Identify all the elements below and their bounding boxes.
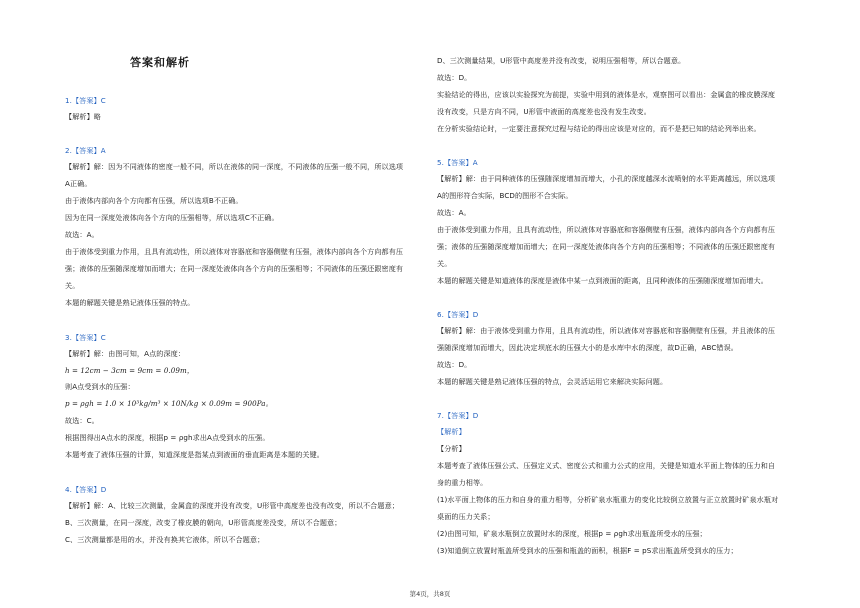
q2-line: 因为在同一深度处液体向各个方向的压强相等，所以选项C不正确。 <box>65 213 279 222</box>
q2-line: 由于液体受到重力作用，且具有流动性，所以液体对容器底和容器侧壁有压强，液体内部向各个方向都有压 <box>65 247 404 256</box>
q3-formula: h = 12cm − 3cm = 9cm = 0.09m， <box>65 366 195 375</box>
q2-line: 【解析】解：因为不同液体的密度一般不同，所以在液体的同一深度，不同液体的压强一般不同，所以选项 <box>65 162 404 171</box>
q3-line: 本题考查了液体压强的计算，知道深度是指某点到液面的垂直距离是本题的关键。 <box>65 450 324 459</box>
q4-line: 【解析】解：A、比较三次测量，金属盒的深度并没有改变，U形管中高度差也没有改变，所以不合题意； <box>65 501 399 510</box>
q2-line: 强；液体的压强随深度增加而增大；在同一深度处液体向各个方向的压强相等；不同液体的压强还跟密度有 <box>65 264 404 273</box>
q5-line: 关。 <box>437 259 452 268</box>
q5-line: A的图形符合实际，BCD的图形不合实际。 <box>437 191 573 200</box>
q7-line: 身的重力相等。 <box>437 478 488 487</box>
q5-line: 【解析】解：由于同种液体的压强随深度增加而增大，小孔的深度越深水流喷射的水平距离越远，所以选项 <box>437 174 776 183</box>
q6-line: 故选：D。 <box>437 360 472 369</box>
q3-formula: p = ρgh = 1.0 × 10³kg/m³ × 10N/kg × 0.09m = 900Pa。 <box>65 399 273 408</box>
q4-cont-line: D、三次测量结果，U形管中高度差并没有改变，说明压强相等，所以合题意。 <box>437 56 686 65</box>
q7-line: (1)水平面上物体的压力和自身的重力相等，分析矿泉水瓶重力的变化比较倒立放置与正立放置时矿泉水瓶对 <box>437 495 779 504</box>
q2-line: 关。 <box>65 281 80 290</box>
q7-line: 本题考查了液体压强公式、压强定义式、密度公式和重力公式的应用，关键是知道水平面上物体的压力和自 <box>437 461 776 470</box>
q7-line: 桌面的压力关系； <box>437 512 495 521</box>
q5-line: 强；液体的压强随深度增加而增大；在同一深度处液体向各个方向的压强相等；不同液体的压强还跟密度有 <box>437 242 776 251</box>
q3-line: 故选：C。 <box>65 416 99 425</box>
q1-analysis: 【解析】略 <box>65 112 101 121</box>
q5-answer: 5.【答案】A <box>437 158 478 167</box>
q7-line: 【解析】 <box>437 427 466 436</box>
q6-line: 本题的解题关键是熟记液体压强的特点，会灵活运用它来解决实际问题。 <box>437 377 668 386</box>
q2-line: 由于液体内部向各个方向都有压强，所以选项B不正确。 <box>65 196 243 205</box>
q6-answer: 6.【答案】D <box>437 310 479 319</box>
q2-answer: 2.【答案】A <box>65 146 106 155</box>
q3-line: 根据图得出A点水的深度，根据p = ρgh求出A点受到水的压强。 <box>65 433 270 442</box>
q4-cont-line: 实验结论的得出，应该以实验探究为前提，实验中用到的液体是水，观察图可以看出：金属盒的橡皮膜深度 <box>437 90 776 99</box>
q2-line: A正确。 <box>65 179 92 188</box>
q7-line: 【分析】 <box>437 444 466 453</box>
q5-line: 由于液体受到重力作用，且具有流动性，所以液体对容器底和容器侧壁有压强，液体内部向各个方向都有压 <box>437 225 776 234</box>
q5-line: 故选：A。 <box>437 208 471 217</box>
q3-line: 则A点受到水的压强： <box>65 382 135 391</box>
q4-answer: 4.【答案】D <box>65 485 107 494</box>
q4-cont-line: 故选：D。 <box>437 73 472 82</box>
q7-line: (2)由图可知，矿泉水瓶倒立放置时水的深度，根据p = ρgh求出瓶盖所受水的压强； <box>437 529 707 538</box>
q4-cont-line: 在分析实验结论时，一定要注意探究过程与结论的得出应该是对应的，而不是把已知的结论列举出来。 <box>437 124 761 133</box>
page-title: 答案和解析 <box>130 56 190 69</box>
q4-cont-line: 没有改变，只是方向不同，U形管中液面的高度差也没有发生改变。 <box>437 107 651 116</box>
q2-line: 故选：A。 <box>65 230 99 239</box>
q1-answer: 1.【答案】C <box>65 96 106 105</box>
q6-line: 强随深度增加而增大，因此决定坝底水的压强大小的是水库中水的深度，故D正确，ABC错误。 <box>437 343 738 352</box>
q7-line: (3)知道倒立放置时瓶盖所受到水的压强和瓶盖的面积，根据F = pS求出瓶盖所受到水的压力； <box>437 546 738 555</box>
q4-line: B、三次测量，在同一深度，改变了橡皮膜的朝向，U形管高度差没变，所以不合题意； <box>65 518 342 527</box>
q4-line: C、三次测量都是用的水，并没有换其它液体，所以不合题意； <box>65 535 265 544</box>
q7-answer: 7.【答案】D <box>437 411 479 420</box>
q3-answer: 3.【答案】C <box>65 333 106 342</box>
q2-line: 本题的解题关键是熟记液体压强的特点。 <box>65 298 195 307</box>
q3-line: 【解析】解：由图可知，A点的深度： <box>65 349 186 358</box>
q6-line: 【解析】解：由于液体受到重力作用，且具有流动性，所以液体对容器底和容器侧壁有压强，并且液体的压 <box>437 326 776 335</box>
q5-line: 本题的解题关键是知道液体的深度是液体中某一点到液面的距离，且同种液体的压强随深度增加而增大。 <box>437 276 768 285</box>
page-footer: 第4页，共8页 <box>409 590 451 598</box>
